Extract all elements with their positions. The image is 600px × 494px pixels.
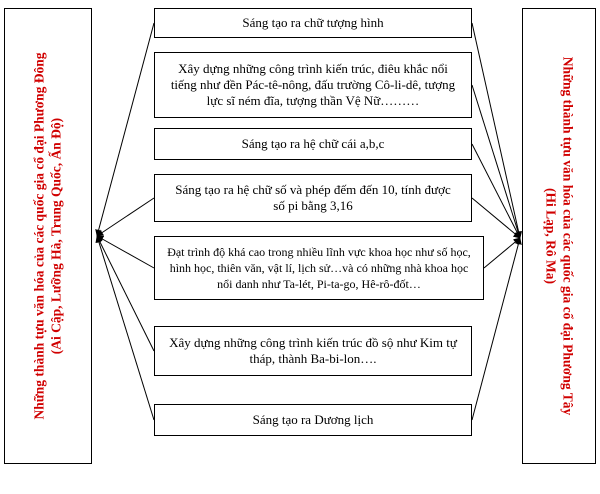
arrow-box7-to-west (472, 238, 520, 420)
east-panel-subtitle: (Ai Cập, Lưỡng Hà, Trung Quốc, Ấn Độ) (49, 117, 65, 355)
arrow-box5-to-west (484, 238, 520, 268)
achievement-text: Đạt trình độ khá cao trong nhiều lĩnh vực khoa học như số học, hình học, thiên văn, vật lí, lịch sử…và có những nhà khoa học nổi danh như Ta-lét, Pi-ta-go, Hê-rô-đốt… (167, 245, 471, 291)
achievement-text: Sáng tạo ra hệ chữ số và phép đếm đến 10, tính được số pi bằng 3,16 (175, 182, 451, 213)
achievement-text: Xây dựng những công trình kiến trúc, điêu khắc nổi tiếng như đền Pác-tê-nông, đấu trường Cô-li-dê, tượng lực sĩ ném đĩa, tượng thần Vệ Nữ……… (170, 61, 456, 108)
arrow-box6-to-east (97, 236, 154, 351)
west-panel-title: Những thành tựu văn hóa của các quốc gia cổ đại Phương Tây (560, 56, 576, 416)
achievement-text: Xây dựng những công trình kiến trúc đồ sộ như Kim tự tháp, thành Ba-bi-lon…. (169, 335, 457, 366)
achievement-text: Sáng tạo ra Dương lịch (252, 412, 374, 427)
arrow-box2-to-west (472, 85, 520, 238)
achievement-text: Sáng tạo ra hệ chữ cái a,b,c (241, 136, 385, 151)
west-panel-subtitle: (Hi Lạp, Rô Ma) (543, 187, 559, 284)
achievement-text: Sáng tạo ra chữ tượng hình (242, 15, 384, 30)
arrow-box3-to-west (472, 144, 520, 238)
east-panel-title: Những thành tựu văn hóa của các quốc gia cổ đại Phương Đông (32, 52, 48, 420)
arrow-box1-to-west (472, 23, 520, 238)
